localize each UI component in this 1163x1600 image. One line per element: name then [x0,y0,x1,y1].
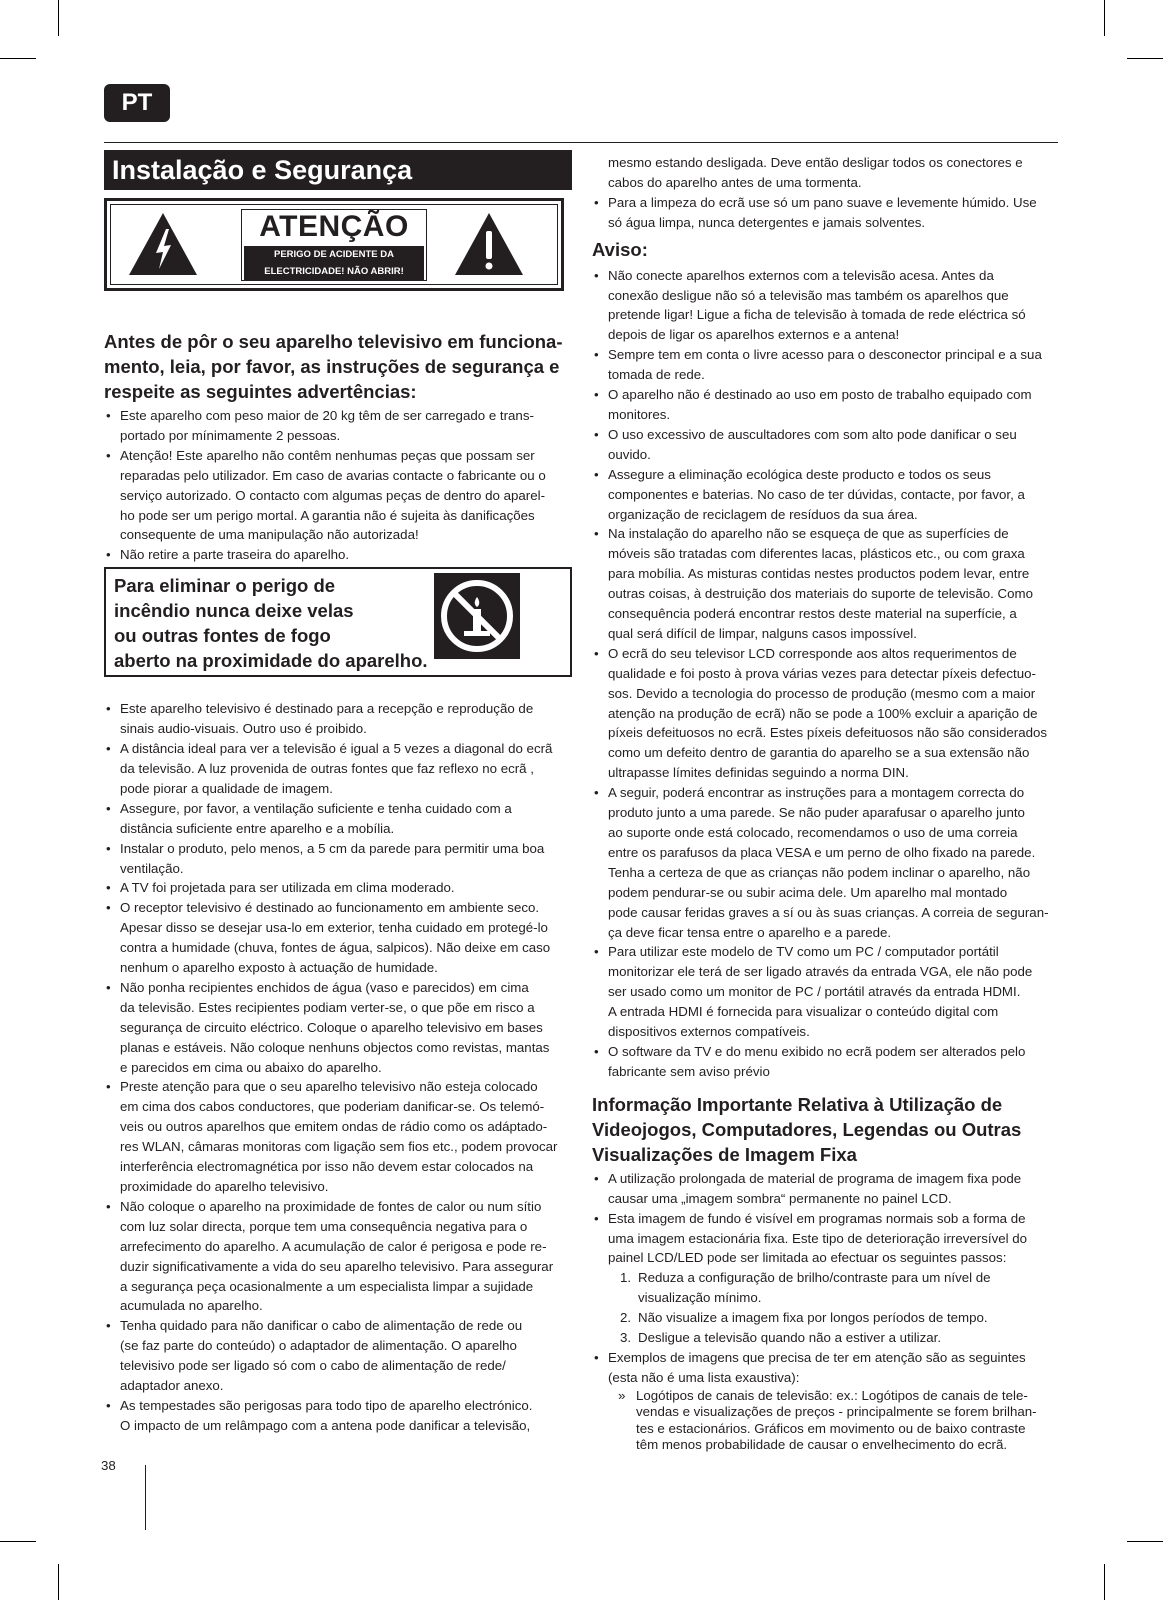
list-item [592,385,1058,425]
text-line: em cima dos cabos conductores, que poderiam danificar-se. Os telemó- [120,1099,545,1115]
info-heading [592,1092,1058,1167]
text-line: organização de reciclagem de resíduos da sua área. [608,506,918,522]
warning-box [104,198,564,291]
text-line: tes e estacionários. Gráficos em movimento ou de baixo contraste [636,1420,1026,1436]
continued-paragraph [592,153,1058,193]
text-line: tomada de rede. [608,367,705,383]
text-line: ultrapasse límites definidas seguindo a norma DIN. [608,765,909,781]
text-line: • A distância ideal para ver a televisão é igual a 5 vezes a diagonal do ecrã [120,741,553,757]
text-line: » Logótipos de canais de televisão: ex.: Logótipos de canais de tele- [636,1387,1028,1403]
text-line: • Esta imagem de fundo é visível em programas normais sob a forma de [608,1210,1026,1226]
list-item [104,545,572,565]
text-line: sinais audio-visuais. Outro uso é proibido. [120,721,367,737]
list-item [592,644,1058,783]
text-line: • O software da TV e do menu exibido no ecrã podem ser alterados pelo [608,1043,1026,1059]
text-line: • Preste atenção para que o seu aparelho televisivo não esteja colocado [120,1079,538,1095]
text-line: reparadas pelo utilizador. Em caso de avarias contacte o fabricante ou o [120,467,546,483]
list-item [104,1077,572,1196]
text-line: cabos do aparelho antes de uma tormenta. [608,174,862,190]
text-line: • Este aparelho com peso maior de 20 kg têm de ser carregado e trans- [120,408,534,423]
list-item [104,1197,572,1316]
heading-line: mento, leia, por favor, as instruções de segurança e [104,356,560,377]
text-line: • O receptor televisivo é destinado ao funcionamento em ambiente seco. [120,900,540,916]
list-item [592,524,1058,643]
text-line: arrefecimento do aparelho. A acumulação de calor é perigosa e pode re- [120,1238,547,1254]
text-line: proximidade do aparelho televisivo. [120,1179,329,1194]
text-line: • Não retire a parte traseira do aparelho. [120,547,350,563]
text-line: vendas e visualizações de preços - principalmente se forem brilhan- [636,1404,1037,1420]
list-item [104,898,572,978]
crop-mark [1127,1541,1163,1542]
text-line: ao suporte onde está colocado, recomendamos o uso de uma correia [608,825,1018,840]
no-candle-icon [434,573,520,659]
safety-list-b [104,699,572,1436]
text-line: podem pendurar-se ou subir acima dele. Um aparelho mal montado [608,884,1008,900]
text-line: acumulada no aparelho. [120,1298,263,1314]
text-line: produto junto a uma parede. Se não puder aparafusar o aparelho junto [608,805,1025,821]
text-line: qual será difícil de limpar, nalguns casos impossível. [608,625,917,641]
text-line: interferência electromagnética por isso não devem estar colocados na [120,1159,534,1175]
heading-line: Informação Importante Relativa à Utilização de [592,1093,1003,1115]
text-line: • Para utilizar este modelo de TV como um PC / computador portátil [608,944,999,960]
safety-list-a [104,406,572,565]
text-line: ho pode ser um perigo mortal. A garantia não é sujeita às danificações [120,507,535,523]
text-line: Apesar disso se desejar usa-lo em exterior, tenha cuidado em protegé-lo [120,920,548,936]
text-line: • Assegure, por favor, a ventilação suficiente e tenha cuidado com a [120,800,512,816]
attention-title: ATENÇÃO [259,210,409,243]
text-line: televisivo pode ser ligado só com o cabo de alimentação de rede/ [120,1358,506,1374]
text-line: segurança de circuito eléctrico. Coloque o aparelho televisivo em bases [120,1019,543,1035]
list-item [104,699,572,739]
exclamation-warning-icon [453,211,525,277]
text-line: adaptador anexo. [120,1378,224,1394]
text-line: • Não conecte aparelhos externos com a televisão acesa. Antes da [608,267,994,283]
text-line: móveis são tratadas com diferentes lacas, plásticos etc., ou com graxa [608,546,1025,562]
text-line: • A TV foi projetada para ser utilizada em clima moderado. [120,880,455,896]
intro-heading [104,329,572,404]
heading-line: Videojogos, Computadores, Legendas ou Outras [592,1118,1022,1140]
text-line: • O uso excessivo de auscultadores com som alto pode danificar o seu [608,426,1017,442]
text-line: uma imagem estacionária fixa. Este tipo de deterioração irreversível do [608,1230,1028,1246]
fire-warning-text [114,573,444,673]
text-line: têm menos probabilidade de causar o envelhecimento do ecrã. [636,1437,1008,1453]
section-title: Instalação e Segurança [104,150,572,190]
step-item [620,1268,1058,1308]
text-line: Não visualize a imagem fixa por longos períodos de tempo. [638,1310,988,1326]
text-line: • A seguir, poderá encontrar as instruções para a montagem correcta do [608,785,1025,801]
list-item [592,783,1058,942]
crop-mark [1104,0,1105,36]
crop-mark [58,1564,59,1600]
text-line: • Sempre tem em conta o livre acesso para o desconector principal e a sua [608,347,1042,363]
list-item [592,1169,1058,1209]
heading-line: Visualizações de Imagem Fixa [592,1143,857,1165]
text-line: depois de ligar os aparelhos externos e a antena! [608,327,900,343]
list-item [592,942,1058,1042]
header-rule [104,142,1058,143]
text-line: Para eliminar o perigo de [114,575,336,597]
text-line: componentes e baterias. No caso de ter dúvidas, contacte, por favor, a [608,486,1025,502]
text-line: pode piorar a qualidade de imagem. [120,780,333,796]
step-item [620,1328,1058,1348]
text-line: consequência poderá encontrar restos deste material na superfície, a [608,606,1017,622]
text-line: causar uma „imagem sombra“ permanente no painel LCD. [608,1190,952,1206]
aviso-list [592,266,1058,1082]
text-line: incêndio nunca deixe velas [114,600,354,622]
left-column [104,150,572,1436]
step-item [620,1308,1058,1328]
text-line: fabricante sem aviso prévio [608,1063,770,1079]
text-line: pretende ligar! Ligue a ficha de televisão à tomada de rede eléctrica só [608,307,1026,323]
text-line: só água limpa, nunca detergentes e jamais solventes. [608,214,926,230]
text-line: mesmo estando desligada. Deve então desligar todos os conectores e [608,155,1023,170]
list-item [104,1396,572,1436]
list-item [592,345,1058,385]
text-line: entre os parafusos da placa VESA e um perno de olho fixado na parede. [608,844,1036,860]
step-number: 3. [620,1330,632,1346]
list-item [104,446,572,546]
text-line: para mobília. As misturas contidas nestes productos podem levar, entre [608,566,1030,582]
steps-list [608,1268,1058,1348]
cleaning-list [592,193,1058,233]
text-line: • Não ponha recipientes enchidos de água (vaso e parecidos) em cima [120,979,529,995]
text-line: sos. Devido a tecnologia do processo de produção (mesmo com a maior [608,685,1036,701]
text-line: serviço autorizado. O contacto com algumas peças de dentro do aparel- [120,487,545,503]
text-line: conexão desligue não só a televisão mas também os aparelhos que [608,287,1009,303]
crop-mark [0,1541,36,1542]
footer-rule [145,1465,146,1530]
crop-mark [1127,58,1163,59]
text-line: ça deve ficar tensa entre o aparelho e a parede. [608,924,892,940]
list-item [104,799,572,839]
aviso-heading: Aviso: [592,238,648,260]
text-line: ventilação. [120,860,184,876]
text-line: e parecidos em cima ou abaixo do aparelho. [120,1059,382,1075]
text-line: • Não coloque o aparelho na proximidade de fontes de calor ou num sítio [120,1198,542,1214]
heading-line: Antes de pôr o seu aparelho televisivo em funciona- [104,331,563,352]
text-line: dispositivos externos compatíveis. [608,1024,810,1040]
attention-label [241,209,427,281]
sub-list-item [618,1388,1058,1454]
list-item [592,1348,1058,1454]
text-line: • Tenha quidado para não danificar o cabo de alimentação de rede ou [120,1318,523,1334]
text-line: monitores. [608,406,671,422]
text-line: distância suficiente entre aparelho e a mobília. [120,820,395,836]
crop-mark [58,0,59,36]
examples-sublist [608,1388,1058,1454]
list-item [592,266,1058,346]
text-line: consequente de uma manipulação não autorizada! [120,527,419,543]
text-line: monitorizar ele terá de ser ligado através da entrada VGA, ele não pode [608,964,1033,980]
text-line: Tenha a certeza de que as crianças não podem inclinar o aparelho, não [608,864,1031,880]
text-line: veis ou outros aparelhos que emitem ondas de rádio como os adáptado- [120,1119,548,1135]
text-line: Desligue a televisão quando não a estiver a utilizar. [638,1330,942,1346]
right-column [592,153,1058,1454]
text-line: da televisão. Estes recipientes podiam verter-se, o que põe em risco a [120,999,535,1015]
lightning-warning-icon [127,211,199,277]
text-line: da televisão. A luz provenida de outras fontes que faz reflexo no ecrã , [120,760,534,776]
crop-mark [1104,1564,1105,1600]
still-image-list [592,1169,1058,1454]
step-number: 1. [620,1270,632,1286]
list-item [104,739,572,799]
page-number: 38 [101,1458,116,1473]
list-item [592,465,1058,525]
fire-warning-box [104,567,572,677]
text-line: • A utilização prolongada de material de programa de imagem fixa pode [608,1170,1022,1186]
text-line: • Instalar o produto, pelo menos, a 5 cm da parede para permitir uma boa [120,840,545,856]
text-line: • Exemplos de imagens que precisa de ter em atenção são as seguintes [608,1349,1026,1365]
attention-line-2: ELECTRICIDADE! NÃO ABRIR! [264,266,404,277]
text-line: outras coisas, à destruição dos materiais do suporte de televisão. Como [608,586,1033,602]
text-line: • Para a limpeza do ecrã use só um pano suave e levemente húmido. Use [608,194,1037,210]
text-line: ser usado como um monitor de PC / portátil através da entrada HDMI. [608,984,1021,1000]
list-item [104,406,572,446]
text-line: duzir significativamente a vida do seu aparelho televisivo. Para assegurar [120,1258,554,1274]
attention-line-1: PERIGO DE ACIDENTE DA [274,249,394,260]
text-line: • O ecrã do seu televisor LCD corresponde aos altos requerimentos de [608,645,1017,661]
attention-subtitle [244,246,424,280]
text-line: • Na instalação do aparelho não se esqueça de que as superfícies de [608,526,1009,542]
list-item [104,1316,572,1396]
text-line: planas e estáveis. Não coloque nenhuns objectos como revistas, mantas [120,1039,550,1055]
text-line: nenhum o aparelho exposto à actuação de humidade. [120,960,438,976]
text-line: • Assegure a eliminação ecológica deste producto e todos os seus [608,466,991,482]
list-item [104,978,572,1078]
text-line: A entrada HDMI é fornecida para visualizar o conteúdo digital com [608,1004,999,1020]
text-line: pode causar feridas graves a sí ou às suas crianças. A correia de seguran- [608,904,1049,920]
list-item [592,1042,1058,1082]
text-line: com luz solar directa, porque tem uma consequência negativa para o [120,1218,528,1234]
list-item [592,193,1058,233]
text-line: como um defeito dentro de garantia do aparelho se a sua extensão não [608,745,1030,761]
text-line: aberto na proximidade do aparelho. [114,650,428,672]
text-line: Reduza a configuração de brilho/contraste para um nível de [638,1270,991,1286]
list-item [104,878,572,898]
text-line: visualização mínimo. [638,1290,762,1306]
text-line: portado por mínimamente 2 pessoas. [120,427,341,443]
text-line: a segurança peça ocasionalmente a um especialista limpar a sujidade [120,1278,534,1294]
crop-mark [0,58,36,59]
heading-line: respeite as seguintes advertências: [104,381,417,402]
text-line: qualidade e foi posto à prova várias vezes para detectar píxeis defectuo- [608,665,1036,681]
text-line: (esta não é uma lista exaustiva): [608,1369,800,1385]
step-number: 2. [620,1310,632,1326]
text-line: • Atenção! Este aparelho não contêm nenhumas peças que possam ser [120,447,535,463]
text-line: ouvido. [608,446,651,462]
text-line: atenção na produção de ecrã) não se pode a 100% excluir a aparição de [608,705,1038,721]
text-line: • As tempestades são perigosas para todo tipo de aparelho electrónico. [120,1397,533,1413]
list-item [592,1209,1058,1348]
text-line: res WLAN, câmaras monitoras com ligação sem fios etc., podem provocar [120,1139,558,1155]
list-item [592,425,1058,465]
text-line: ou outras fontes de fogo [114,625,331,647]
language-badge: PT [104,84,170,122]
text-line: (se faz parte do conteúdo) o adaptador de alimentação. O aparelho [120,1338,517,1354]
text-line: • O aparelho não é destinado ao uso em posto de trabalho equipado com [608,387,1032,403]
text-line: • Este aparelho televisivo é destinado para a recepção e reprodução de [120,701,534,717]
text-line: painel LCD/LED pode ser limitada ao efectuar os seguintes passos: [608,1250,1007,1266]
text-line: píxeis defeituosos no ecrã. Estes píxeis defeituosos não são considerados [608,725,1048,741]
text-line: contra a humidade (chuva, fontes de água, salpicos). Não deixe em caso [120,940,551,956]
list-item [104,839,572,879]
text-line: O impacto de um relâmpago com a antena pode danificar a televisão, [120,1417,531,1433]
